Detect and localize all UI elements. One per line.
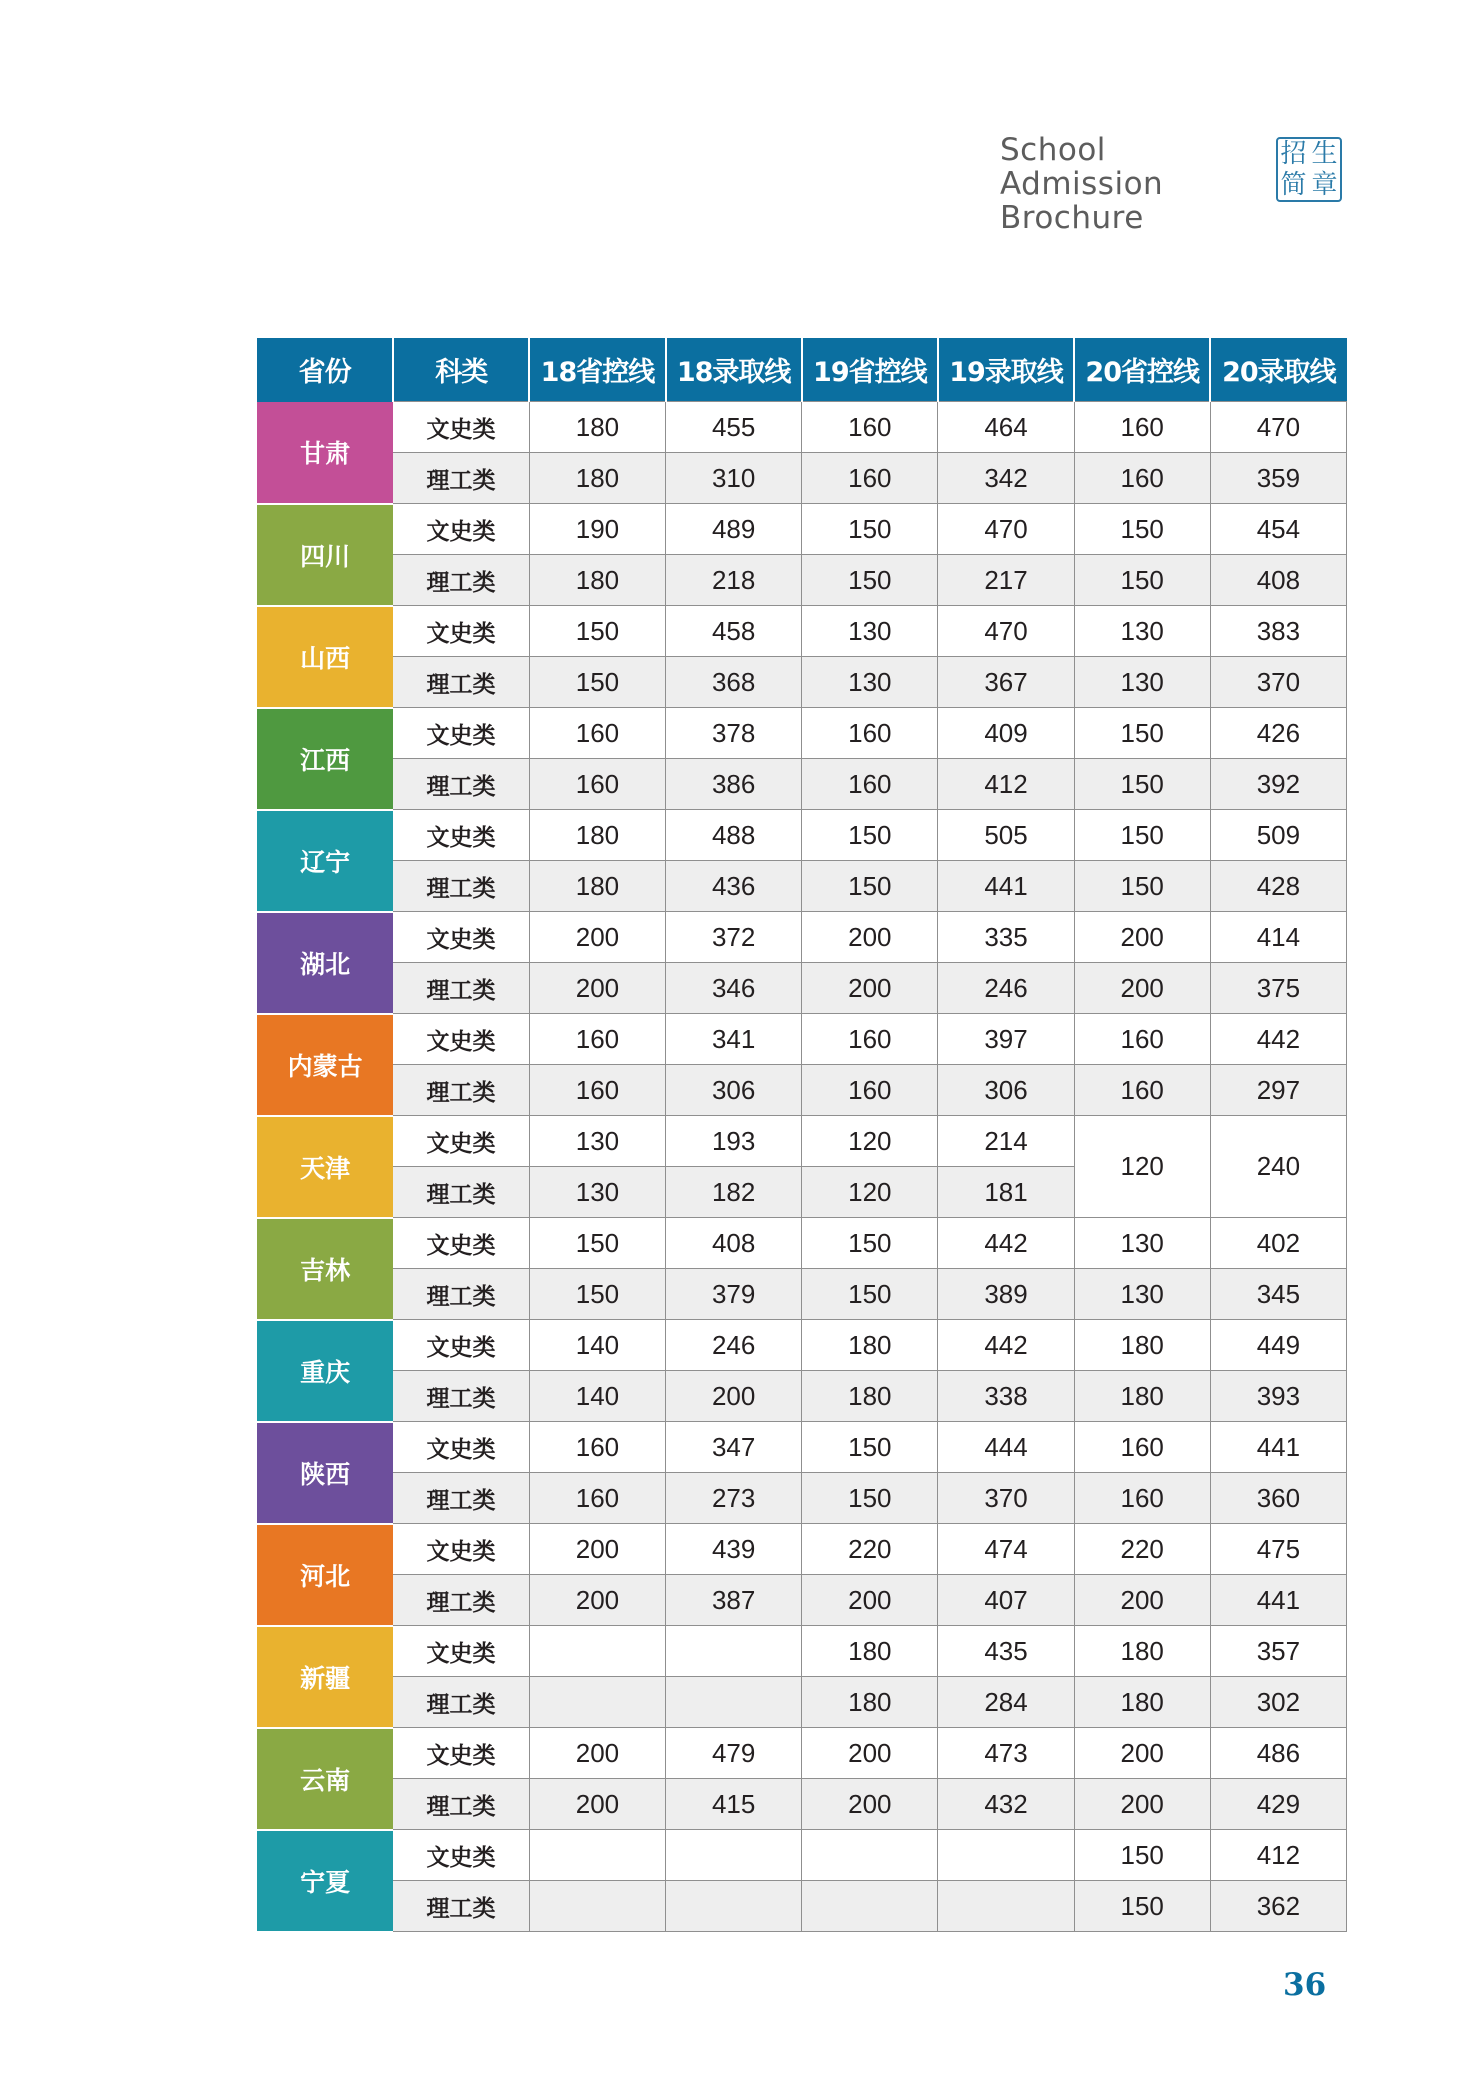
- score-cell: 180: [529, 861, 665, 912]
- score-cell: 509: [1210, 810, 1346, 861]
- table-row: [257, 1422, 1347, 1473]
- score-cell: 140: [529, 1371, 665, 1422]
- score-cell: 200: [529, 1524, 665, 1575]
- brochure-title: [1000, 133, 1250, 235]
- province-cell: 四川: [257, 504, 393, 606]
- score-cell: 150: [802, 555, 938, 606]
- score-cell: [666, 1881, 802, 1932]
- score-cell: 415: [666, 1779, 802, 1830]
- score-cell: 370: [938, 1473, 1074, 1524]
- score-cell: 160: [1074, 1422, 1210, 1473]
- page-number: 36: [1283, 1967, 1327, 2003]
- category-cell: 文史类: [393, 1014, 529, 1065]
- score-cell: [666, 1830, 802, 1881]
- score-cell: 246: [938, 963, 1074, 1014]
- score-cell: 180: [1074, 1626, 1210, 1677]
- table-row: [257, 1065, 1347, 1116]
- table-row: [257, 1830, 1347, 1881]
- score-cell: 180: [529, 810, 665, 861]
- score-cell: 150: [1074, 708, 1210, 759]
- province-cell: 新疆: [257, 1626, 393, 1728]
- score-cell: 160: [1074, 1473, 1210, 1524]
- score-cell: 200: [529, 1779, 665, 1830]
- score-cell: 200: [1074, 1728, 1210, 1779]
- score-cell: 150: [802, 504, 938, 555]
- score-cell: 150: [1074, 861, 1210, 912]
- merged-score-cell: 120: [1074, 1116, 1210, 1218]
- score-cell: 470: [1210, 402, 1346, 453]
- category-cell: 理工类: [393, 1575, 529, 1626]
- score-cell: 297: [1210, 1065, 1346, 1116]
- header-20-admission: 20录取线: [1210, 338, 1346, 402]
- category-cell: 文史类: [393, 810, 529, 861]
- header-18-admission: 18录取线: [666, 338, 802, 402]
- table-row: [257, 1524, 1347, 1575]
- score-cell: 310: [666, 453, 802, 504]
- score-cell: 200: [1074, 963, 1210, 1014]
- score-cell: 150: [1074, 810, 1210, 861]
- province-cell: 甘肃: [257, 402, 393, 504]
- table-row: [257, 963, 1347, 1014]
- score-cell: 246: [666, 1320, 802, 1371]
- score-cell: 367: [938, 657, 1074, 708]
- category-cell: 文史类: [393, 1728, 529, 1779]
- score-cell: 357: [1210, 1626, 1346, 1677]
- header-20-control: 20省控线: [1074, 338, 1210, 402]
- header-19-admission: 19录取线: [938, 338, 1074, 402]
- category-cell: 理工类: [393, 453, 529, 504]
- header-province: 省份: [257, 338, 393, 402]
- score-cell: 200: [802, 1575, 938, 1626]
- category-cell: 理工类: [393, 1881, 529, 1932]
- score-cell: 436: [666, 861, 802, 912]
- category-cell: 理工类: [393, 1371, 529, 1422]
- province-cell: 辽宁: [257, 810, 393, 912]
- score-cell: 180: [1074, 1320, 1210, 1371]
- score-cell: 284: [938, 1677, 1074, 1728]
- category-cell: 文史类: [393, 1422, 529, 1473]
- score-cell: 160: [1074, 402, 1210, 453]
- score-cell: 442: [938, 1218, 1074, 1269]
- table-row: [257, 1269, 1347, 1320]
- score-cell: 150: [802, 1218, 938, 1269]
- score-cell: 160: [802, 708, 938, 759]
- logo-char: 招: [1280, 139, 1307, 170]
- score-cell: 383: [1210, 606, 1346, 657]
- score-cell: 428: [1210, 861, 1346, 912]
- score-cell: 200: [802, 1728, 938, 1779]
- score-cell: 441: [938, 861, 1074, 912]
- score-cell: 335: [938, 912, 1074, 963]
- table-row: [257, 810, 1347, 861]
- category-cell: 理工类: [393, 1269, 529, 1320]
- score-cell: 200: [802, 912, 938, 963]
- score-cell: 407: [938, 1575, 1074, 1626]
- score-cell: 386: [666, 759, 802, 810]
- province-cell: 天津: [257, 1116, 393, 1218]
- score-cell: 120: [802, 1167, 938, 1218]
- score-cell: 160: [1074, 1014, 1210, 1065]
- score-cell: 200: [1074, 1575, 1210, 1626]
- category-cell: 理工类: [393, 1167, 529, 1218]
- score-cell: 372: [666, 912, 802, 963]
- table-row: [257, 708, 1347, 759]
- score-cell: 470: [938, 606, 1074, 657]
- table-row: [257, 1320, 1347, 1371]
- score-cell: 130: [802, 606, 938, 657]
- category-cell: 文史类: [393, 1320, 529, 1371]
- score-cell: 392: [1210, 759, 1346, 810]
- logo-char: 简: [1280, 169, 1307, 200]
- table-row: [257, 453, 1347, 504]
- score-cell: 359: [1210, 453, 1346, 504]
- header-category: 科类: [393, 338, 529, 402]
- category-cell: 理工类: [393, 1677, 529, 1728]
- score-cell: 306: [666, 1065, 802, 1116]
- category-cell: 理工类: [393, 1779, 529, 1830]
- score-cell: 488: [666, 810, 802, 861]
- score-cell: 181: [938, 1167, 1074, 1218]
- table-row: [257, 1575, 1347, 1626]
- score-cell: 130: [529, 1167, 665, 1218]
- province-cell: 内蒙古: [257, 1014, 393, 1116]
- logo-char: 生: [1311, 139, 1338, 170]
- score-cell: 190: [529, 504, 665, 555]
- score-cell: 200: [529, 963, 665, 1014]
- category-cell: 理工类: [393, 555, 529, 606]
- category-cell: 文史类: [393, 402, 529, 453]
- score-cell: 370: [1210, 657, 1346, 708]
- table-row: [257, 912, 1347, 963]
- score-cell: 160: [802, 759, 938, 810]
- score-cell: 345: [1210, 1269, 1346, 1320]
- score-cell: [666, 1626, 802, 1677]
- score-cell: 489: [666, 504, 802, 555]
- score-cell: 150: [1074, 759, 1210, 810]
- score-cell: 479: [666, 1728, 802, 1779]
- table-row: [257, 402, 1347, 453]
- category-cell: 理工类: [393, 657, 529, 708]
- score-cell: 217: [938, 555, 1074, 606]
- table-row: [257, 606, 1347, 657]
- score-cell: 200: [802, 963, 938, 1014]
- score-cell: 200: [529, 1728, 665, 1779]
- score-cell: 150: [529, 1218, 665, 1269]
- province-cell: 江西: [257, 708, 393, 810]
- province-cell: 河北: [257, 1524, 393, 1626]
- table-row: [257, 1116, 1347, 1167]
- table-row: [257, 1473, 1347, 1524]
- score-cell: 160: [529, 1014, 665, 1065]
- score-cell: 470: [938, 504, 1074, 555]
- score-cell: 160: [529, 759, 665, 810]
- table-row: [257, 1677, 1347, 1728]
- table-row: [257, 657, 1347, 708]
- brochure-title-line2: Brochure: [1000, 200, 1144, 236]
- table-header-row: [257, 338, 1347, 402]
- score-cell: 389: [938, 1269, 1074, 1320]
- brochure-logo: [1276, 137, 1342, 202]
- score-cell: 150: [802, 1269, 938, 1320]
- score-cell: 180: [802, 1626, 938, 1677]
- score-cell: 180: [529, 453, 665, 504]
- province-cell: 宁夏: [257, 1830, 393, 1932]
- score-cell: 220: [1074, 1524, 1210, 1575]
- score-cell: 160: [1074, 453, 1210, 504]
- category-cell: 理工类: [393, 1473, 529, 1524]
- category-cell: 文史类: [393, 1116, 529, 1167]
- score-cell: 220: [802, 1524, 938, 1575]
- score-cell: [529, 1626, 665, 1677]
- score-cell: 140: [529, 1320, 665, 1371]
- score-cell: 402: [1210, 1218, 1346, 1269]
- score-cell: 130: [1074, 1269, 1210, 1320]
- score-cell: 160: [802, 1014, 938, 1065]
- province-cell: 陕西: [257, 1422, 393, 1524]
- score-cell: 150: [802, 1422, 938, 1473]
- score-cell: 302: [1210, 1677, 1346, 1728]
- score-cell: 444: [938, 1422, 1074, 1473]
- score-cell: 273: [666, 1473, 802, 1524]
- table-row: [257, 1371, 1347, 1422]
- score-cell: 393: [1210, 1371, 1346, 1422]
- logo-char: 章: [1311, 169, 1338, 200]
- score-cell: 214: [938, 1116, 1074, 1167]
- score-cell: 150: [1074, 1830, 1210, 1881]
- table-row: [257, 1626, 1347, 1677]
- score-cell: 414: [1210, 912, 1346, 963]
- score-cell: 464: [938, 402, 1074, 453]
- category-cell: 理工类: [393, 1065, 529, 1116]
- score-cell: 429: [1210, 1779, 1346, 1830]
- score-cell: 409: [938, 708, 1074, 759]
- score-cell: 130: [1074, 657, 1210, 708]
- score-cell: [529, 1830, 665, 1881]
- category-cell: 理工类: [393, 759, 529, 810]
- table-row: [257, 1881, 1347, 1932]
- score-cell: 193: [666, 1116, 802, 1167]
- score-cell: 441: [1210, 1422, 1346, 1473]
- score-cell: 474: [938, 1524, 1074, 1575]
- score-cell: 397: [938, 1014, 1074, 1065]
- category-cell: 文史类: [393, 1218, 529, 1269]
- category-cell: 文史类: [393, 1626, 529, 1677]
- score-cell: 200: [802, 1779, 938, 1830]
- province-cell: 湖北: [257, 912, 393, 1014]
- score-cell: 180: [802, 1371, 938, 1422]
- score-cell: 412: [1210, 1830, 1346, 1881]
- score-cell: 486: [1210, 1728, 1346, 1779]
- score-cell: 347: [666, 1422, 802, 1473]
- table-row: [257, 861, 1347, 912]
- table-row: [257, 1728, 1347, 1779]
- category-cell: 文史类: [393, 912, 529, 963]
- table-row: [257, 1014, 1347, 1065]
- score-cell: 180: [802, 1320, 938, 1371]
- score-cell: 150: [529, 657, 665, 708]
- province-cell: 云南: [257, 1728, 393, 1830]
- score-cell: 341: [666, 1014, 802, 1065]
- score-cell: [802, 1830, 938, 1881]
- score-cell: [666, 1677, 802, 1728]
- province-cell: 山西: [257, 606, 393, 708]
- score-cell: 432: [938, 1779, 1074, 1830]
- score-cell: [529, 1881, 665, 1932]
- score-cell: 455: [666, 402, 802, 453]
- score-cell: 130: [802, 657, 938, 708]
- province-cell: 吉林: [257, 1218, 393, 1320]
- score-cell: 449: [1210, 1320, 1346, 1371]
- score-cell: 412: [938, 759, 1074, 810]
- table-row: [257, 504, 1347, 555]
- score-cell: [802, 1881, 938, 1932]
- score-cell: 408: [666, 1218, 802, 1269]
- score-cell: 441: [1210, 1575, 1346, 1626]
- score-cell: 346: [666, 963, 802, 1014]
- score-cell: 150: [802, 861, 938, 912]
- score-cell: 160: [529, 1422, 665, 1473]
- score-cell: [529, 1677, 665, 1728]
- score-cell: 200: [666, 1371, 802, 1422]
- header-19-control: 19省控线: [802, 338, 938, 402]
- score-cell: 180: [529, 402, 665, 453]
- brochure-title-line1: School Admission: [1000, 132, 1164, 202]
- score-cell: 160: [529, 1065, 665, 1116]
- score-cell: 426: [1210, 708, 1346, 759]
- score-cell: 150: [1074, 504, 1210, 555]
- score-cell: [938, 1830, 1074, 1881]
- score-cell: 442: [938, 1320, 1074, 1371]
- score-cell: 150: [1074, 555, 1210, 606]
- score-cell: 130: [529, 1116, 665, 1167]
- score-cell: 160: [802, 402, 938, 453]
- score-cell: 342: [938, 453, 1074, 504]
- category-cell: 文史类: [393, 1524, 529, 1575]
- score-cell: 180: [802, 1677, 938, 1728]
- score-cell: 379: [666, 1269, 802, 1320]
- table-row: [257, 1218, 1347, 1269]
- score-cell: 387: [666, 1575, 802, 1626]
- header-18-control: 18省控线: [529, 338, 665, 402]
- table-row: [257, 1779, 1347, 1830]
- score-cell: 306: [938, 1065, 1074, 1116]
- score-cell: 505: [938, 810, 1074, 861]
- category-cell: 文史类: [393, 708, 529, 759]
- score-cell: 182: [666, 1167, 802, 1218]
- score-cell: 454: [1210, 504, 1346, 555]
- score-cell: 362: [1210, 1881, 1346, 1932]
- score-cell: 439: [666, 1524, 802, 1575]
- score-cell: 473: [938, 1728, 1074, 1779]
- score-cell: 150: [802, 1473, 938, 1524]
- score-cell: 475: [1210, 1524, 1346, 1575]
- score-cell: 368: [666, 657, 802, 708]
- admission-score-table: [257, 338, 1347, 1933]
- score-cell: 150: [529, 1269, 665, 1320]
- category-cell: 文史类: [393, 1830, 529, 1881]
- score-cell: 375: [1210, 963, 1346, 1014]
- province-cell: 重庆: [257, 1320, 393, 1422]
- score-cell: 150: [1074, 1881, 1210, 1932]
- score-cell: 200: [529, 912, 665, 963]
- table-row: [257, 759, 1347, 810]
- score-cell: 200: [1074, 1779, 1210, 1830]
- category-cell: 理工类: [393, 963, 529, 1014]
- category-cell: 文史类: [393, 504, 529, 555]
- category-cell: 理工类: [393, 861, 529, 912]
- category-cell: 文史类: [393, 606, 529, 657]
- score-cell: 160: [529, 1473, 665, 1524]
- score-cell: 150: [529, 606, 665, 657]
- merged-score-cell: 240: [1210, 1116, 1346, 1218]
- score-cell: 160: [529, 708, 665, 759]
- score-cell: 200: [529, 1575, 665, 1626]
- score-cell: 130: [1074, 1218, 1210, 1269]
- score-cell: 200: [1074, 912, 1210, 963]
- score-cell: 442: [1210, 1014, 1346, 1065]
- score-cell: 338: [938, 1371, 1074, 1422]
- score-cell: 130: [1074, 606, 1210, 657]
- score-cell: 180: [1074, 1677, 1210, 1728]
- score-cell: 160: [802, 1065, 938, 1116]
- score-cell: 408: [1210, 555, 1346, 606]
- score-cell: 160: [802, 453, 938, 504]
- score-cell: 180: [1074, 1371, 1210, 1422]
- score-cell: 180: [529, 555, 665, 606]
- score-cell: 218: [666, 555, 802, 606]
- score-cell: 458: [666, 606, 802, 657]
- score-cell: 360: [1210, 1473, 1346, 1524]
- table-row: [257, 555, 1347, 606]
- score-cell: 150: [802, 810, 938, 861]
- score-cell: 160: [1074, 1065, 1210, 1116]
- score-cell: [938, 1881, 1074, 1932]
- score-cell: 378: [666, 708, 802, 759]
- score-cell: 120: [802, 1116, 938, 1167]
- score-cell: 435: [938, 1626, 1074, 1677]
